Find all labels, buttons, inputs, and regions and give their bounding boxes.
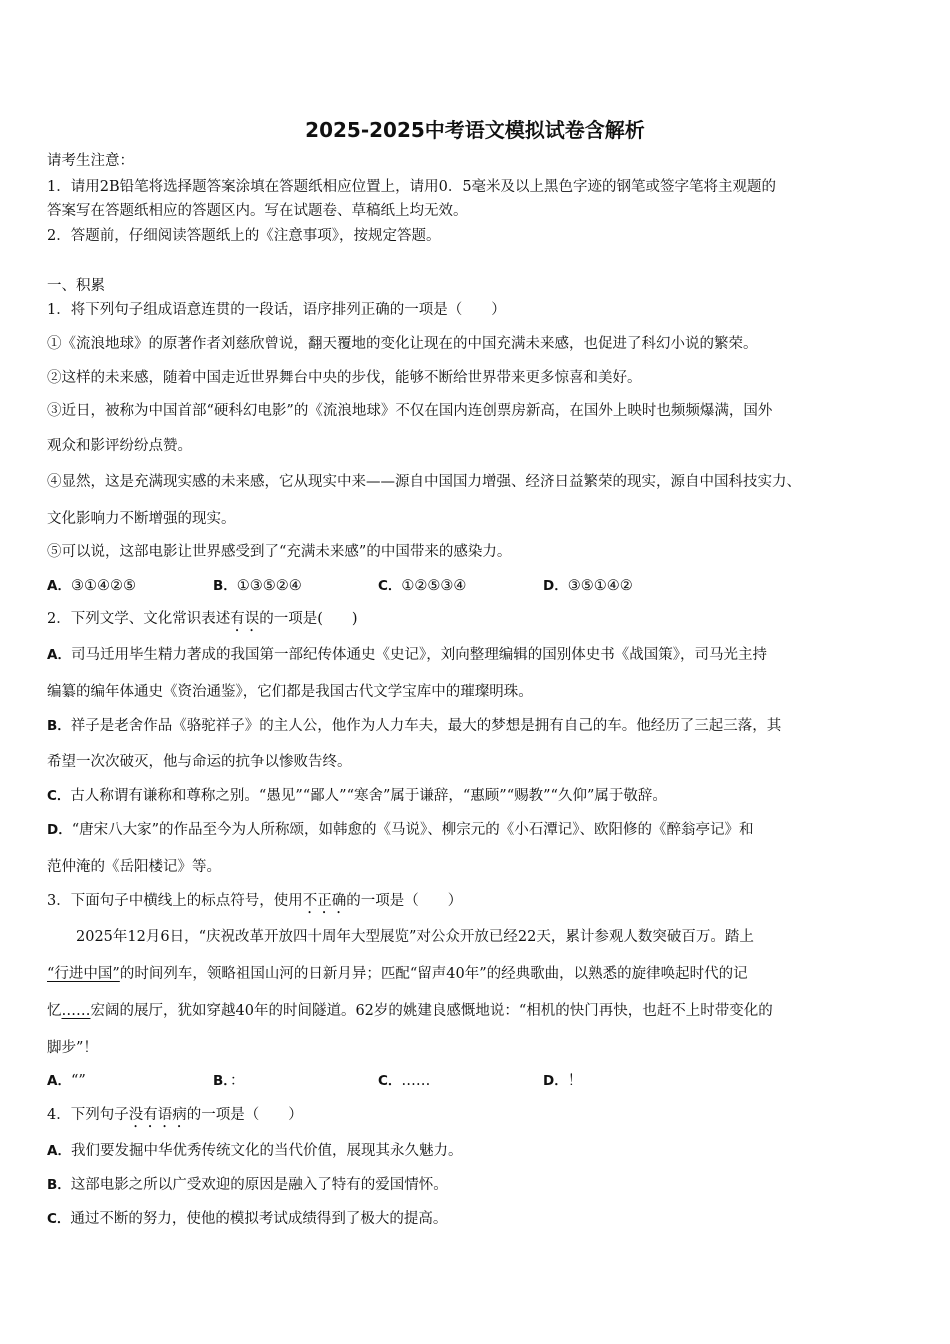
q2-option-b-line-2: 希望一次次破灭，他与命运的抗争以惨败告终。 (47, 754, 352, 770)
q3-option-d[interactable]: D．！ (543, 1073, 583, 1089)
q3-option-b[interactable]: B．： (213, 1073, 245, 1089)
q4-stem: 4．下列句子没有语病的一项是（ ） (47, 1107, 303, 1123)
q4-option-b[interactable]: B．这部电影之所以广受欢迎的原因是融入了特有的爱国情怀。 (47, 1177, 448, 1193)
q2-option-d-line-1[interactable]: D．“唐宋八大家”的作品至今为人所称颂，如韩愈的《马说》、柳宗元的《小石潭记》、欧阳修的《醉翁亭记》和 (47, 822, 754, 838)
q2-stem-emphasis: 有误 (230, 611, 260, 627)
q1-option-c[interactable]: C．①②⑤③④ (378, 578, 467, 594)
q3-stem-emphasis: 不正确 (302, 893, 347, 909)
q2-option-a-line-1[interactable]: A．司马迁用毕生精力著成的我国第一部纪传体通史《史记》，刘向整理编辑的国别体史书《战国策》，司马光主持 (47, 647, 767, 663)
q1-sentence-3-line-2: 观众和影评纷纷点赞。 (47, 438, 192, 454)
q1-option-b[interactable]: B．①③⑤②④ (213, 578, 302, 594)
notice-item-1-line-1: 1．请用2B铅笔将选择题答案涂填在答题纸相应位置上，请用0．5毫米及以上黑色字迹的钢笔或签字笔将主观题的 (47, 179, 777, 195)
q2-stem: 2．下列文学、文化常识表述有误的一项是( ) (47, 611, 358, 627)
q1-option-a[interactable]: A．③①④②⑤ (47, 578, 136, 594)
q2-option-b-line-1[interactable]: B．祥子是老舍作品《骆驼祥子》的主人公，他作为人力车夫，最大的梦想是拥有自己的车。他经历了三起三落，其 (47, 718, 782, 734)
q2-option-c[interactable]: C．古人称谓有谦称和尊称之别。“愚见”“鄙人”“寒舍”属于谦辞，“惠顾”“赐教”“久仰”属于敬辞。 (47, 788, 667, 804)
q2-option-a-line-2: 编纂的编年体通史《资治通鉴》，它们都是我国古代文学宝库中的璀璨明珠。 (47, 684, 533, 700)
q4-option-a[interactable]: A．我们要发掘中华优秀传统文化的当代价值，展现其永久魅力。 (47, 1143, 463, 1159)
q3-stem: 3．下面句子中横线上的标点符号，使用不正确的一项是（ ） (47, 893, 463, 909)
q1-sentence-1: ①《流浪地球》的原著作者刘慈欣曾说，翻天覆地的变化让现在的中国充满未来感，也促进了科幻小说的繁荣。 (47, 336, 758, 352)
q1-stem: 1．将下列句子组成语意连贯的一段话，语序排列正确的一项是（ ） (47, 302, 506, 318)
q1-sentence-3-line-1: ③近日，被称为中国首部“硬科幻电影”的《流浪地球》不仅在国内连创票房新高，在国外上映时也频频爆满，国外 (47, 403, 773, 419)
q3-passage-line-4: 脚步”！ (47, 1040, 98, 1056)
q3-passage-line-1: 2025年12月6日，“庆祝改革开放四十周年大型展览”对公众开放已经22天，累计参观人数突破百万。踏上 (76, 929, 754, 945)
q3-underlined-1: “行进中国” (47, 966, 120, 982)
q1-sentence-2: ②这样的未来感，随着中国走近世界舞台中央的步伐，能够不断给世界带来更多惊喜和美好。 (47, 370, 642, 386)
q1-sentence-4-line-1: ④显然，这是充满现实感的未来感，它从现实中来——源自中国国力增强、经济日益繁荣的现实，源自中国科技实力、 (47, 474, 801, 490)
q3-option-a[interactable]: A．“” (47, 1073, 86, 1089)
page-title: 2025-2025中考语文模拟试卷含解析 (305, 118, 645, 142)
notice-item-2: 2．答题前，仔细阅读答题纸上的《注意事项》，按规定答题。 (47, 228, 441, 244)
q1-option-d[interactable]: D．③⑤①④② (543, 578, 633, 594)
q1-sentence-4-line-2: 文化影响力不断增强的现实。 (47, 511, 236, 527)
q4-stem-emphasis: 没有语病 (128, 1107, 187, 1123)
q3-option-c[interactable]: C．…… (378, 1073, 431, 1089)
section-heading: 一、积累 (47, 278, 105, 294)
q1-sentence-5: ⑤可以说，这部电影让世界感受到了“充满未来感”的中国带来的感染力。 (47, 544, 512, 560)
q2-option-d-line-2: 范仲淹的《岳阳楼记》等。 (47, 859, 221, 875)
q4-option-c[interactable]: C．通过不断的努力，使他的模拟考试成绩得到了极大的提高。 (47, 1211, 448, 1227)
q3-passage-line-2: “行进中国”的时间列车，领略祖国山河的日新月异；匹配“留声40年”的经典歌曲，以熟悉的旋律唤起时代的记 (47, 966, 748, 982)
notice-heading: 请考生注意： (47, 153, 134, 169)
q3-underlined-2: …… (61, 1003, 91, 1019)
q3-passage-line-3: 忆……宏阔的展厅，犹如穿越40年的时间隧道。62岁的姚建良感慨地说：“相机的快门再快，也赶不上时带变化的 (47, 1003, 773, 1019)
notice-item-1-line-2: 答案写在答题纸相应的答题区内。写在试题卷、草稿纸上均无效。 (47, 203, 468, 219)
